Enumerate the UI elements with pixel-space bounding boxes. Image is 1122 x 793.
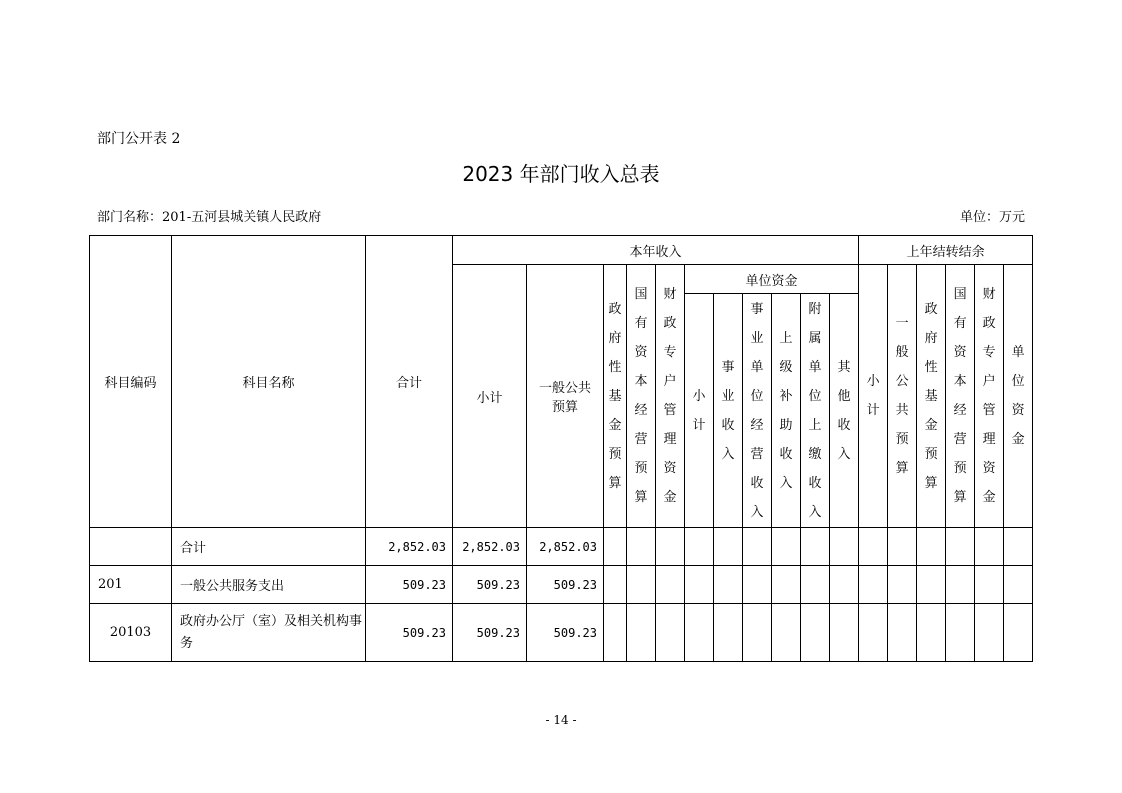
cell-general-budget: 2,852.03	[527, 528, 604, 566]
header-state-capital: 国 有 资 本 经 营 预 算	[627, 265, 656, 528]
header-name: 科目名称	[172, 236, 366, 528]
header-current-year: 本年收入	[453, 236, 859, 265]
department-label: 部门名称：201-五河县城关镇人民政府	[97, 210, 322, 225]
page-title: 2023 年部门收入总表	[462, 162, 660, 186]
header-other-income: 其 他 收 入	[830, 294, 859, 528]
income-summary-table	[89, 235, 1033, 662]
unit-label: 单位：万元	[959, 210, 1025, 225]
cell-subtotal: 2,852.03	[453, 528, 527, 566]
header-total: 合计	[366, 236, 453, 528]
table-tag: 部门公开表 2	[97, 131, 181, 147]
header-business-operation: 事 业 单 位 经 营 收 入	[743, 294, 772, 528]
header-general-budget: 一般公共预算	[527, 265, 604, 528]
header-gov-fund: 政 府 性 基 金 预 算	[604, 265, 627, 528]
cell-code: 201	[90, 566, 172, 604]
cell-code: 20103	[90, 604, 172, 662]
cell-general-budget: 509.23	[527, 566, 604, 604]
cell-name: 合计	[172, 528, 366, 566]
cell-subtotal: 509.23	[453, 566, 527, 604]
table-row	[90, 566, 1033, 604]
header-prev-general-budget: 一 般 公 共 预 算	[888, 265, 917, 528]
table-row	[90, 528, 1033, 566]
header-business-income: 事 业 收 入	[714, 294, 743, 528]
cell-total: 2,852.03	[366, 528, 453, 566]
header-prev-fiscal-special: 财 政 专 户 管 理 资 金	[975, 265, 1004, 528]
cell-name: 一般公共服务支出	[172, 566, 366, 604]
header-unit-funds: 单位资金	[685, 265, 859, 294]
cell-name: 政府办公厅（室）及相关机构事务	[172, 604, 366, 662]
cell-subtotal: 509.23	[453, 604, 527, 662]
header-prev-state-capital: 国 有 资 本 经 营 预 算	[946, 265, 975, 528]
header-affiliate-turnover: 附 属 单 位 上 缴 收 入	[801, 294, 830, 528]
cell-code	[90, 528, 172, 566]
header-unit-subtotal: 小 计	[685, 294, 714, 528]
header-prev-subtotal: 小 计	[859, 265, 888, 528]
table-row	[90, 604, 1033, 662]
header-superior-subsidy: 上 级 补 助 收 入	[772, 294, 801, 528]
header-prev-year: 上年结转结余	[859, 236, 1033, 265]
header-subtotal: 小计	[453, 265, 527, 528]
cell-total: 509.23	[366, 604, 453, 662]
header-prev-unit-funds: 单 位 资 金	[1004, 265, 1033, 528]
header-code: 科目编码	[90, 236, 172, 528]
cell-general-budget: 509.23	[527, 604, 604, 662]
cell-total: 509.23	[366, 566, 453, 604]
page-number: - 14 -	[545, 713, 577, 727]
header-prev-gov-fund: 政 府 性 基 金 预 算	[917, 265, 946, 528]
header-fiscal-special: 财 政 专 户 管 理 资 金	[656, 265, 685, 528]
